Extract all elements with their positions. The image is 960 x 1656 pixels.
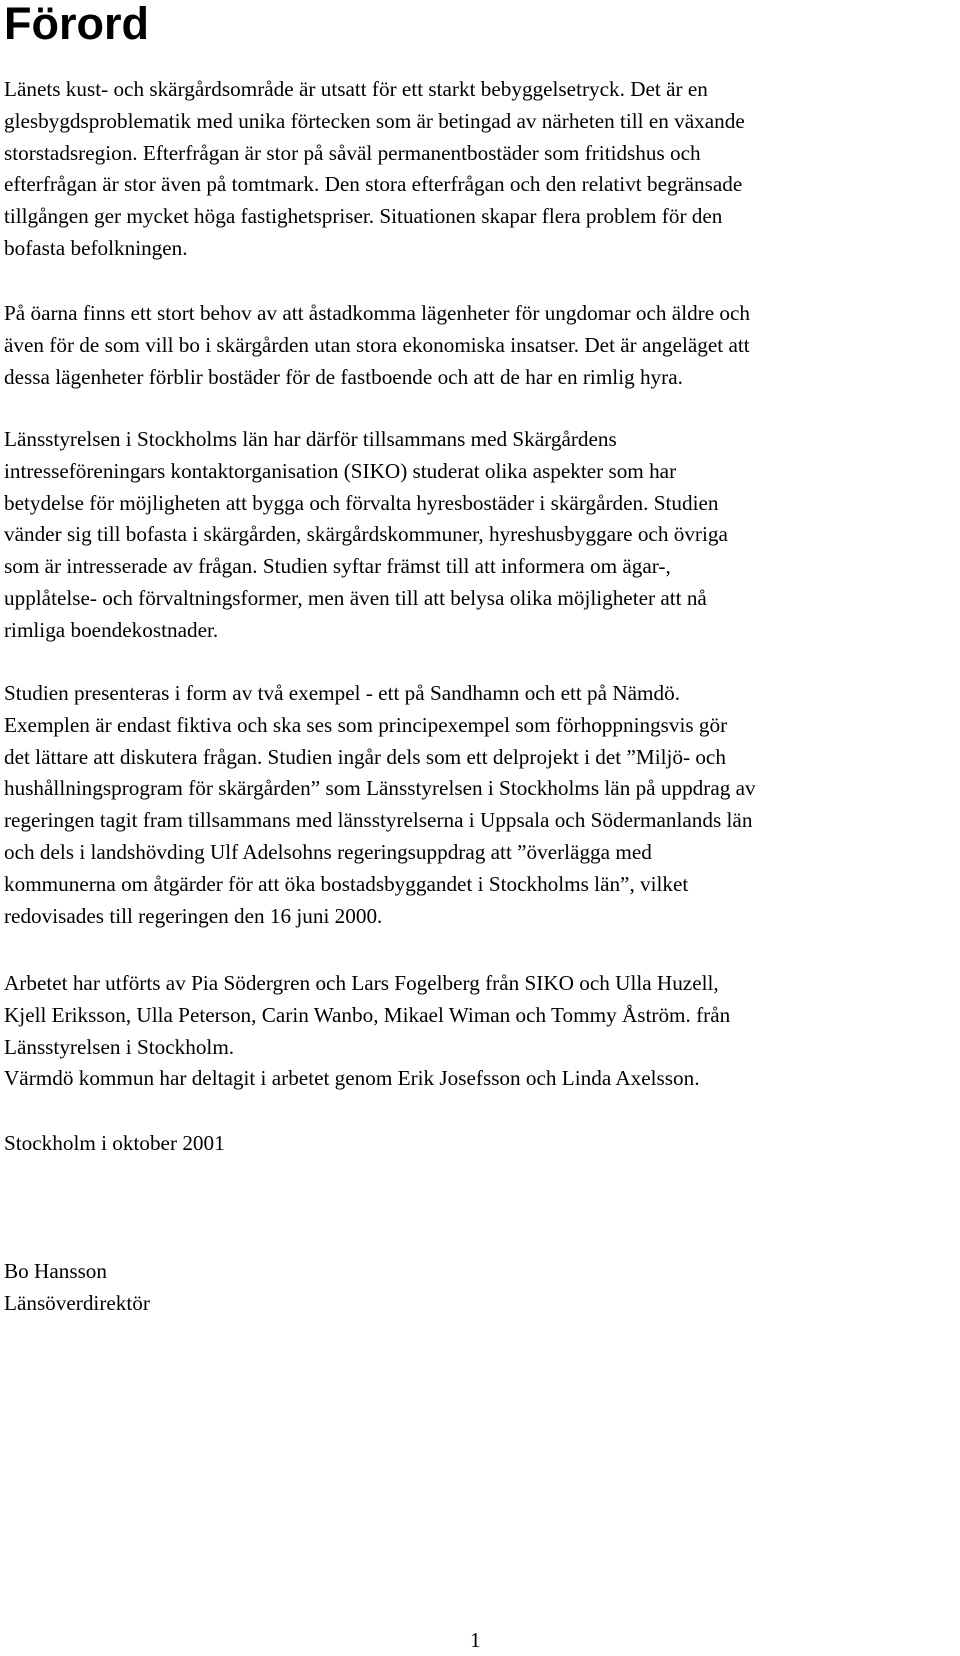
text-line: intresseföreningars kontaktorganisation (SIKO) studerat olika aspekter som har [4,458,677,483]
study-examples-paragraph [4,678,954,932]
text-line: kommunerna om åtgärder för att öka bostadsbyggandet i Stockholms län”, vilket [4,871,689,896]
text-line: storstadsregion. Efterfrågan är stor på såväl permanentbostäder som fritidshus och [4,140,701,165]
text-line: Länsstyrelsen i Stockholm. [4,1034,235,1059]
credits-paragraph [4,968,954,1095]
text-line: bofasta befolkningen. [4,235,188,260]
intro-paragraph [4,74,954,265]
signature-block [4,1256,954,1320]
signatory-name: Bo Hansson [4,1259,107,1283]
text-line: Stockholm i oktober 2001 [4,1131,225,1155]
text-line: Länsstyrelsen i Stockholms län har därför tillsammans med Skärgårdens [4,427,617,451]
text-line: regeringen tagit fram tillsammans med länsstyrelserna i Uppsala och Södermanlands län [4,808,753,833]
signatory-title: Länsöverdirektör [4,1290,150,1315]
text-line: Studien presenteras i form av två exempel - ett på Sandhamn och ett på Nämdö. [4,681,681,705]
text-line: Kjell Eriksson, Ulla Peterson, Carin Wanbo, Mikael Wiman och Tommy Åström. från [4,1002,731,1027]
text-line: Arbetet har utförts av Pia Södergren och Lars Fogelberg från SIKO och Ulla Huzell, [4,971,719,995]
text-line: Exemplen är endast fiktiva och ska ses som principexempel som förhoppningsvis gör [4,712,728,737]
text-line: upplåtelse- och förvaltningsformer, men även till att belysa olika möjligheter att nå [4,585,707,610]
text-line: glesbygdsproblematik med unika förtecken som är betingad av närheten till en växande [4,108,745,133]
text-line: och dels i landshövding Ulf Adelsohns regeringsuppdrag att ”överlägga med [4,839,652,864]
text-line: dessa lägenheter förblir bostäder för de fastboende och att de har en rimlig hyra. [4,364,683,389]
study-background-paragraph [4,424,954,647]
islands-paragraph [4,298,954,393]
text-line: även för de som vill bo i skärgården utan stora ekonomiska insatser. Det är angeläget att [4,332,750,357]
text-line: vänder sig till bofasta i skärgården, skärgårdskommuner, hyreshusbyggare och övriga [4,522,728,547]
text-line: hushållningsprogram för skärgården” som Länsstyrelsen i Stockholms län på uppdrag av [4,776,756,801]
text-line: det lättare att diskutera frågan. Studien ingår dels som ett delprojekt i det ”Miljö- och [4,744,726,769]
text-line: efterfrågan är stor även på tomtmark. Den stora efterfrågan och den relativt begränsade [4,172,743,197]
text-line: rimliga boendekostnader. [4,617,219,642]
text-line: På öarna finns ett stort behov av att åstadkomma lägenheter för ungdomar och äldre och [4,301,751,325]
page-title: Förord [4,0,149,49]
text-line: betydelse för möjligheten att bygga och förvalta hyresbostäder i skärgården. Studien [4,490,719,515]
text-line: redovisades till regeringen den 16 juni 2000. [4,903,383,928]
text-line: Länets kust- och skärgårdsområde är utsatt för ett starkt bebyggelsetryck. Det är en [4,77,708,101]
text-line: som är intresserade av frågan. Studien syftar främst till att informera om ägar-, [4,554,671,579]
text-line: tillgången ger mycket höga fastighetspriser. Situationen skapar flera problem för den [4,204,723,229]
place-date-line [4,1128,954,1160]
page-number: 1 [470,1628,481,1652]
text-line: Värmdö kommun har deltagit i arbetet genom Erik Josefsson och Linda Axelsson. [4,1066,700,1091]
